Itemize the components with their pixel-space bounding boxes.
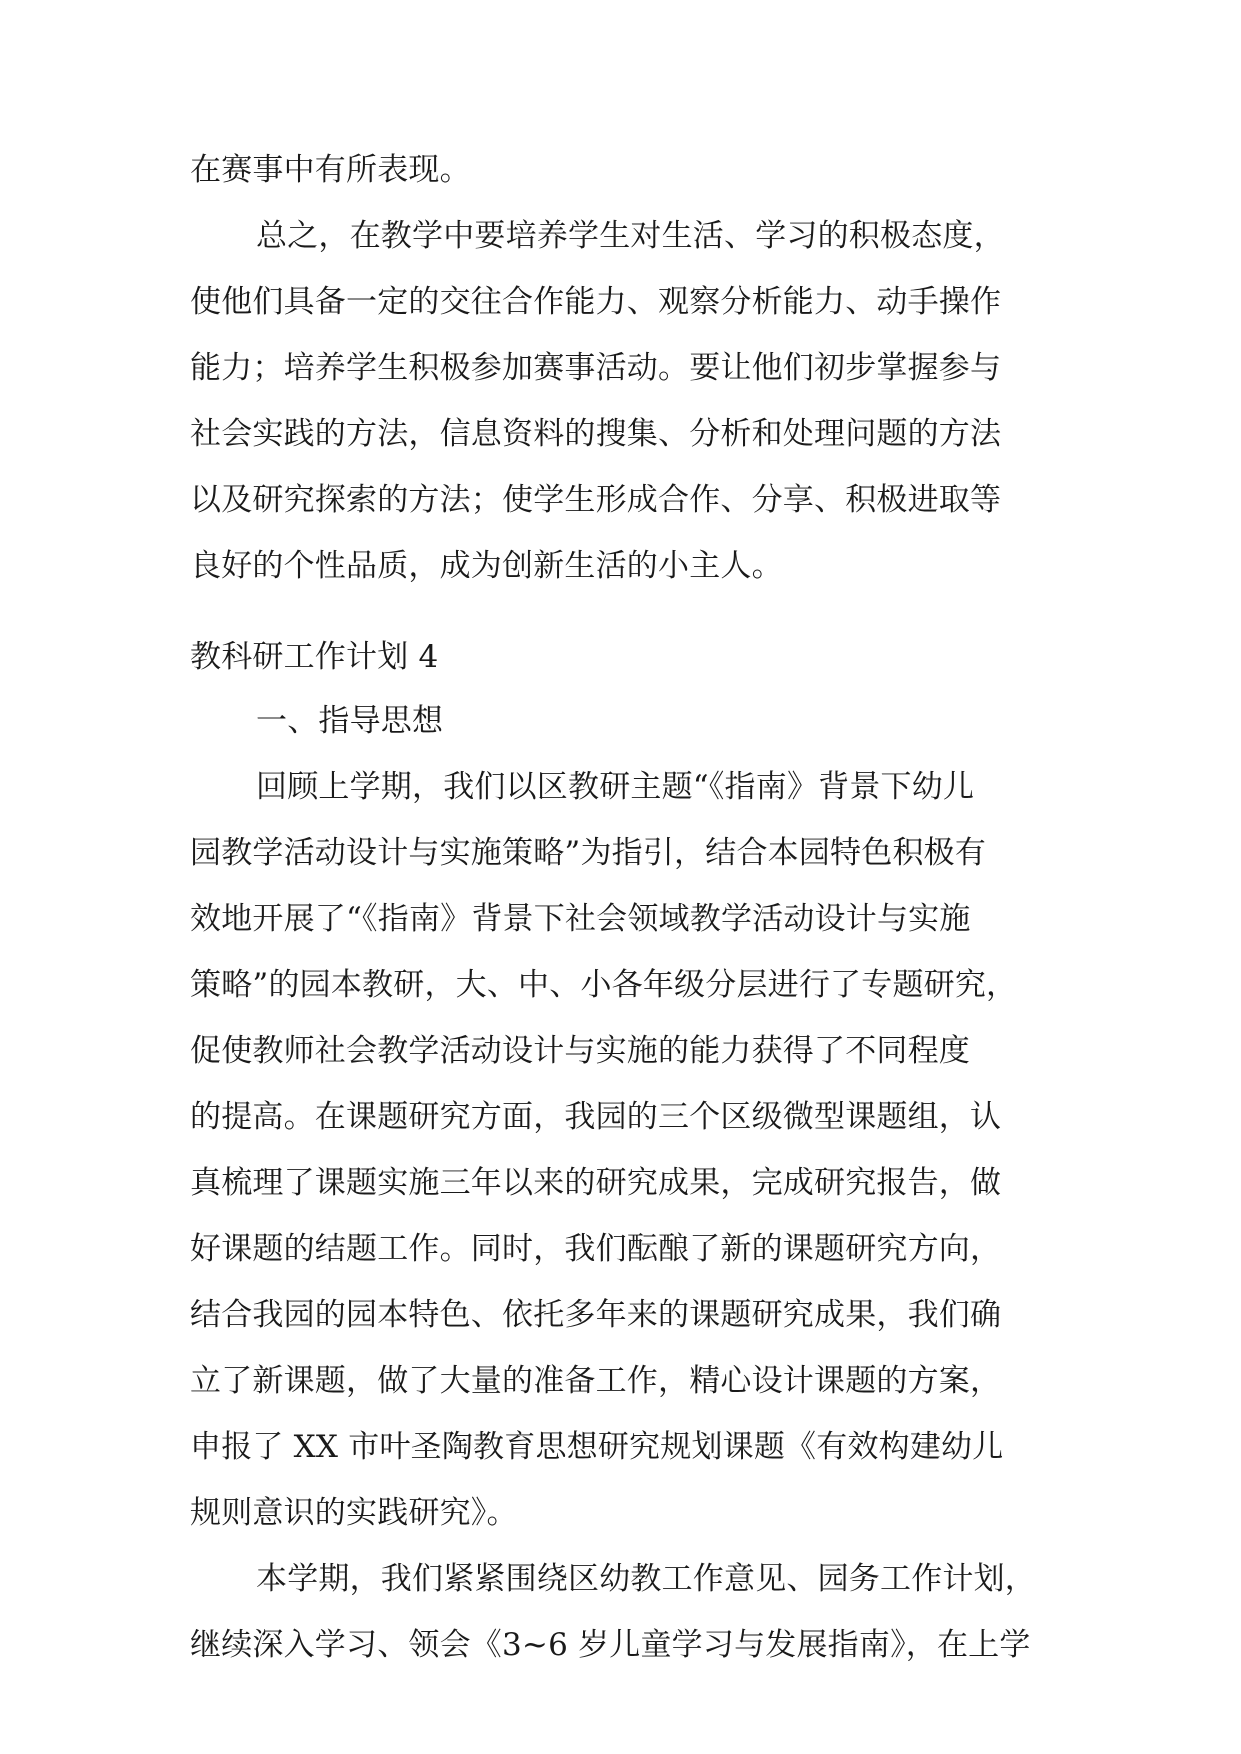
body-text-line: 能力；培养学生积极参加赛事活动。要让他们初步掌握参与 xyxy=(190,350,1002,386)
body-text-line: 真梳理了课题实施三年以来的研究成果，完成研究报告，做 xyxy=(190,1165,1002,1201)
body-text-line: 结合我园的园本特色、依托多年来的课题研究成果，我们确 xyxy=(190,1297,1002,1333)
body-text-line: 回顾上学期，我们以区教研主题“《指南》背景下幼儿 xyxy=(256,769,975,805)
body-text-line: 使他们具备一定的交往合作能力、观察分析能力、动手操作 xyxy=(190,284,1002,320)
body-text-line: 立了新课题，做了大量的准备工作，精心设计课题的方案， xyxy=(190,1363,1002,1399)
body-text-line: 良好的个性品质，成为创新生活的小主人。 xyxy=(190,548,783,584)
body-text-line: 好课题的结题工作。同时，我们酝酿了新的课题研究方向， xyxy=(190,1231,1002,1267)
section-title: 教科研工作计划 4 xyxy=(190,639,439,675)
body-text-line: 社会实践的方法，信息资料的搜集、分析和处理问题的方法 xyxy=(190,416,1002,452)
subheading: 一、指导思想 xyxy=(256,703,444,739)
body-text-line: 申报了 XX 市叶圣陶教育思想研究规划课题《有效构建幼儿 xyxy=(190,1429,1004,1465)
body-text-line: 本学期，我们紧紧围绕区幼教工作意见、园务工作计划， xyxy=(256,1561,1036,1597)
body-text-line: 促使教师社会教学活动设计与实施的能力获得了不同程度 xyxy=(190,1033,970,1069)
body-text-line: 总之，在教学中要培养学生对生活、学习的积极态度， xyxy=(256,218,1005,254)
body-text-line: 策略”的园本教研，大、中、小各年级分层进行了专题研究， xyxy=(190,967,1018,1003)
body-text-line: 在赛事中有所表现。 xyxy=(190,152,471,188)
body-text-line: 以及研究探索的方法；使学生形成合作、分享、积极进取等 xyxy=(190,482,1002,518)
body-text-line: 继续深入学习、领会《3~6 岁儿童学习与发展指南》，在上学 xyxy=(190,1627,1031,1663)
body-text-line: 的提高。在课题研究方面，我园的三个区级微型课题组，认 xyxy=(190,1099,1002,1135)
body-text-line: 规则意识的实践研究》。 xyxy=(190,1495,518,1531)
body-text-line: 园教学活动设计与实施策略”为指引，结合本园特色积极有 xyxy=(190,835,987,871)
body-text-line: 效地开展了“《指南》背景下社会领域教学活动设计与实施 xyxy=(190,901,971,937)
